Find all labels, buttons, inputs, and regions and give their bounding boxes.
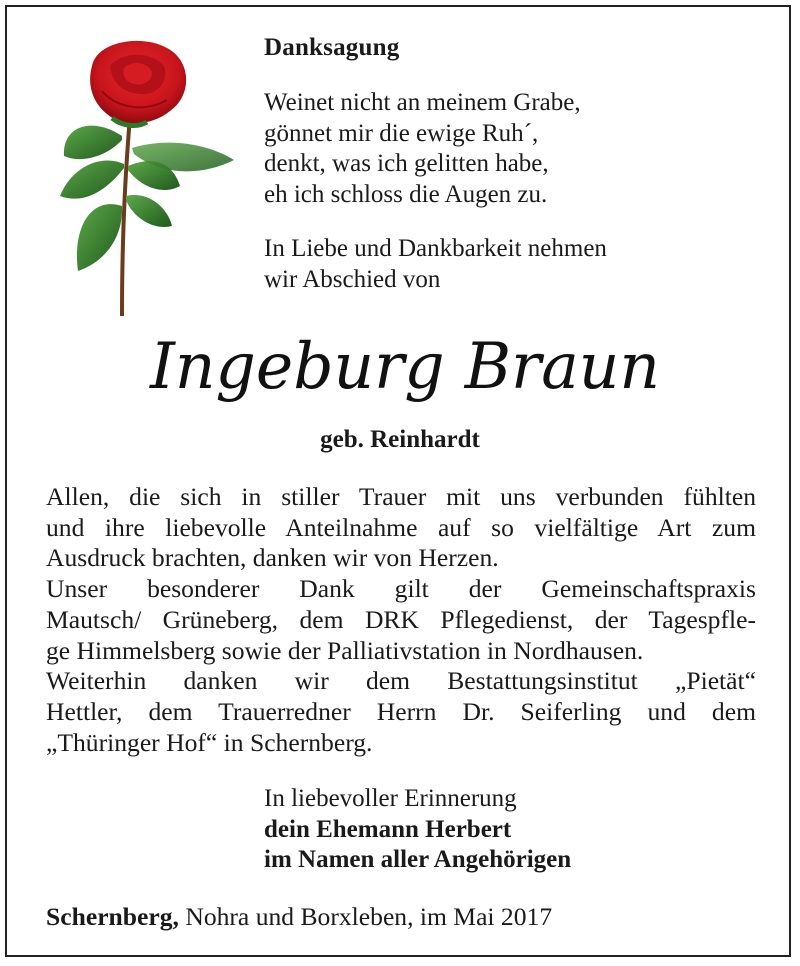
signature-line: dein Ehemann Herbert	[264, 815, 512, 843]
text-line: und ihre liebevolle Anteilnahme auf so vielfältige Art zum	[46, 512, 756, 542]
poem	[264, 88, 581, 210]
text-line: Allen, die sich in stiller Trauer mit uns verbunden fühlten	[46, 482, 756, 511]
place-date	[46, 902, 552, 932]
place-town: Schernberg,	[46, 902, 179, 931]
poem-line: gönnet mir die ewige Ruh´,	[264, 119, 539, 147]
rose-image	[52, 36, 242, 318]
birth-name: geb. Reinhardt	[320, 426, 480, 453]
poem-line: eh ich schloss die Augen zu.	[264, 180, 548, 208]
text-line: Ausdruck brachten, danken wir von Herzen.	[46, 543, 499, 573]
deceased-name	[145, 328, 665, 408]
text-line: Weiterhin danken wir dem Bestattungsinstitut „Pietät“	[46, 666, 756, 696]
signature-line: im Namen aller Angehörigen	[264, 846, 572, 873]
intro-line: wir Abschied von	[264, 265, 441, 293]
signature	[264, 784, 571, 876]
text-line: Unser besonderer Dank gilt der Gemeinschaftspraxis	[46, 574, 756, 604]
text-line: ge Himmelsberg sowie der Palliativstation in Nordhausen.	[46, 635, 644, 665]
place-rest: Nohra und Borxleben, im Mai 2017	[178, 902, 553, 931]
poem-line: Weinet nicht an meinem Grabe,	[264, 89, 581, 116]
intro-text	[264, 234, 607, 295]
signature-line: In liebevoller Erinnerung	[264, 785, 517, 812]
deceased-name-text: Ingeburg Braun	[149, 330, 661, 404]
thanks-text	[46, 482, 756, 758]
text-line: Hettler, dem Trauerredner Herrn Dr. Seiferling und dem	[46, 696, 756, 726]
poem-line: denkt, was ich gelitten habe,	[264, 150, 549, 177]
text-line: „Thüringer Hof“ in Schernberg.	[46, 727, 373, 757]
intro-line: In Liebe und Dankbarkeit nehmen	[264, 235, 607, 262]
heading: Danksagung	[264, 34, 400, 61]
text-line: Mautsch/ Grüneberg, dem DRK Pflegedienst, der Tagespfle-	[46, 604, 756, 634]
